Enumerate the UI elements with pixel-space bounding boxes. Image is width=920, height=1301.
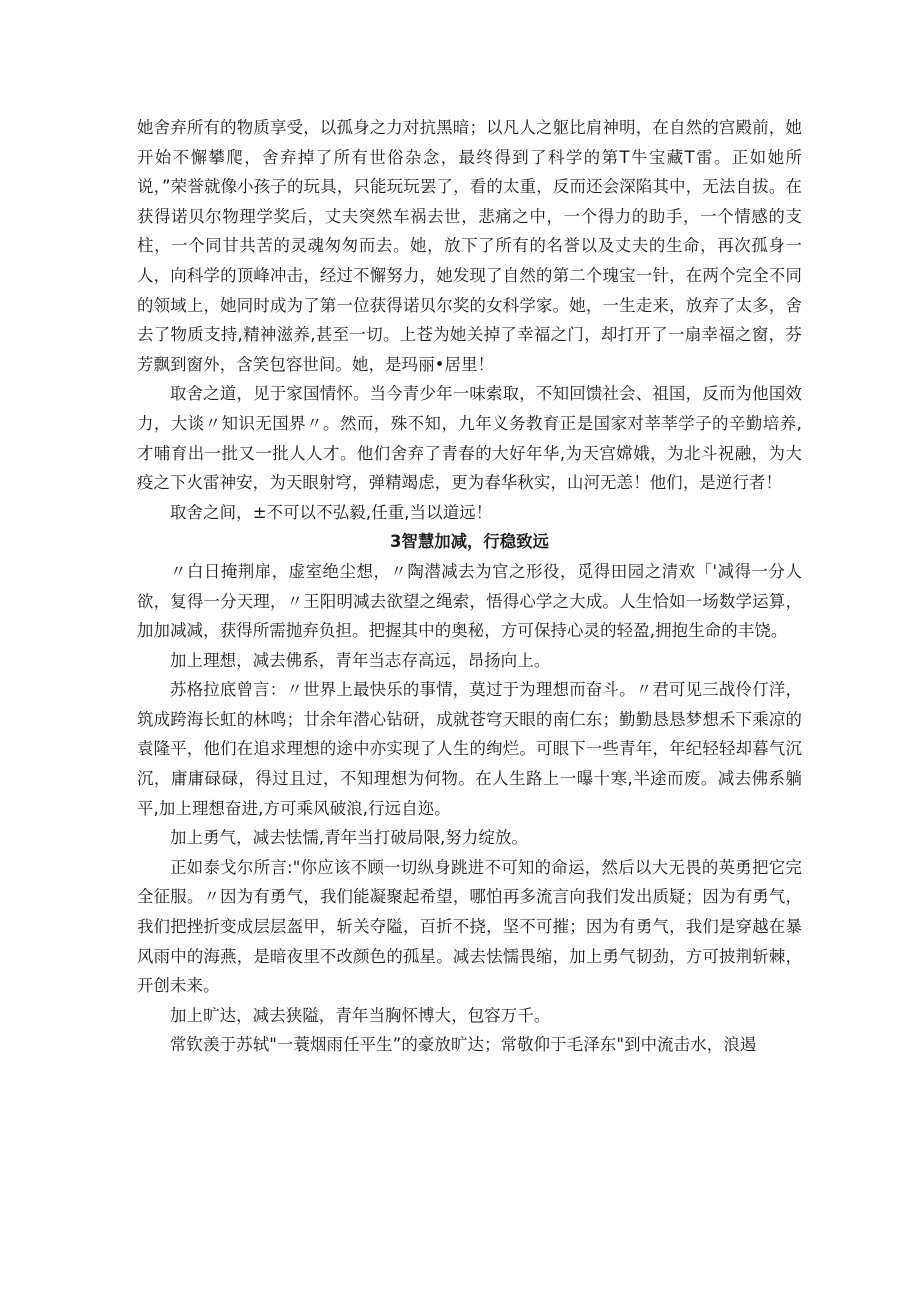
paragraph-courage-topic: 加上勇气，减去怯懦,青年当打破局限,努力绽放。 [170, 828, 529, 848]
section-heading: 3智慧加减，行稳致远 [390, 532, 549, 552]
paragraph-ideal-topic: 加上理想，减去佛系，青年当志存高远，昂扬向上。 [170, 650, 551, 670]
paragraph-tagore: 正如泰戈尔所言:"你应该不顾一切纵身跳进不可知的命运，然后以大无畏的英勇把它完全征服。〃因为有勇气，我们能凝聚起希望，哪怕再多流言向我们发出质疑；因为有勇气，我们把挫折变成层层盔甲，斩关夺隘，百折不挠，坚不可摧；因为有勇气，我们是穿越在暴风雨中的海燕，是暗夜里不改颜色的孤星。减去怯懦畏缩，加上勇气韧劲，方可披荆斩棘，开创未来。 [137, 857, 802, 996]
paragraph-su-shi: 常钦羡于苏轼"一蓑烟雨任平生”的豪放旷达；常敬仰于毛泽东"到中流击水，浪遏 [170, 1035, 757, 1055]
paragraph-choice-conclusion: 取舍之间，±不可以不弘毅,任重,当以道远！ [170, 502, 493, 522]
essay-body [137, 113, 802, 1060]
paragraph-national-sentiment: 取舍之道，见于家国情怀。当今青少年一味索取，不知回馈社会、祖国，反而为他国效力，大谈〃知识无国界〃。然而，殊不知，九年义务教育正是国家对莘莘学子的辛勤培养,才哺育出一批又一批人人才。他们舍弃了青春的大好年华,为天宫嫦娥，为北斗祝融，为大疫之下火雷神安，为天眼射穹，弹精竭虑，更为春华秋实，山河无恙！他们，是逆行者！ [137, 384, 802, 493]
paragraph-socrates: 苏格拉底曾言：〃世界上最快乐的事情，莫过于为理想而奋斗。〃君可见三战伶仃洋，筑成跨海长虹的林鸣；廿余年潜心钻研，成就苍穹天眼的南仁东；勤勤恳恳梦想禾下乘凉的袁隆平，他们在追求理想的途中亦实现了人生的绚烂。可眼下一些青年，年纪轻轻却暮气沉沉，庸庸碌碌，得过且过，不知理想为何物。在人生路上一曝十寒,半途而废。减去佛系躺平,加上理想奋进,方可乘风破浪,行远自迩。 [137, 680, 802, 818]
paragraph-addition-subtraction-intro: 〃白日掩荆扉，虚室绝尘想，〃陶潜减去为官之形役，觅得田园之清欢「'减得一分人欲，复得一分天理，〃王阳明减去欲望之绳索，悟得心学之大成。人生恰如一场数学运算，加加减减，获得所需抛弃负担。把握其中的奥秘，方可保持心灵的轻盈,拥抱生命的丰饶。 [137, 561, 802, 641]
paragraph-marie-curie: 她舍弃所有的物质享受，以孤身之力对抗黑暗；以凡人之躯比肩神明，在自然的宫殿前，她开始不懈攀爬，舍弃掉了所有世俗杂念，最终得到了科学的第T牛宝藏T雷。正如她所说，”荣誉就像小孩子的玩具，只能玩玩罢了，看的太重，反而还会深陷其中，无法自拔。在获得诺贝尔物理学奖后，丈夫突然车祸去世，悲痛之中，一个得力的助手，一个情感的支柱，一个同甘共苦的灵魂匆匆而去。她，放下了所有的名誉以及丈夫的生命，再次孤身一人，向科学的顶峰冲击，经过不懈努力，她发现了自然的第二个瑰宝一针，在两个完全不同的领域上，她同时成为了第一位获得诺贝尔奖的女科学家。她，一生走来，放弃了太多，舍去了物质支持,精神滋养,甚至一切。上苍为她关掉了幸福之门，却打开了一扇幸福之窗，芬芳飘到窗外，含笑包容世间。她，是玛丽•居里！ [137, 118, 802, 374]
paragraph-openness-topic: 加上旷达，减去狭隘，青年当胸怀博大，包容万千。 [170, 1005, 551, 1025]
